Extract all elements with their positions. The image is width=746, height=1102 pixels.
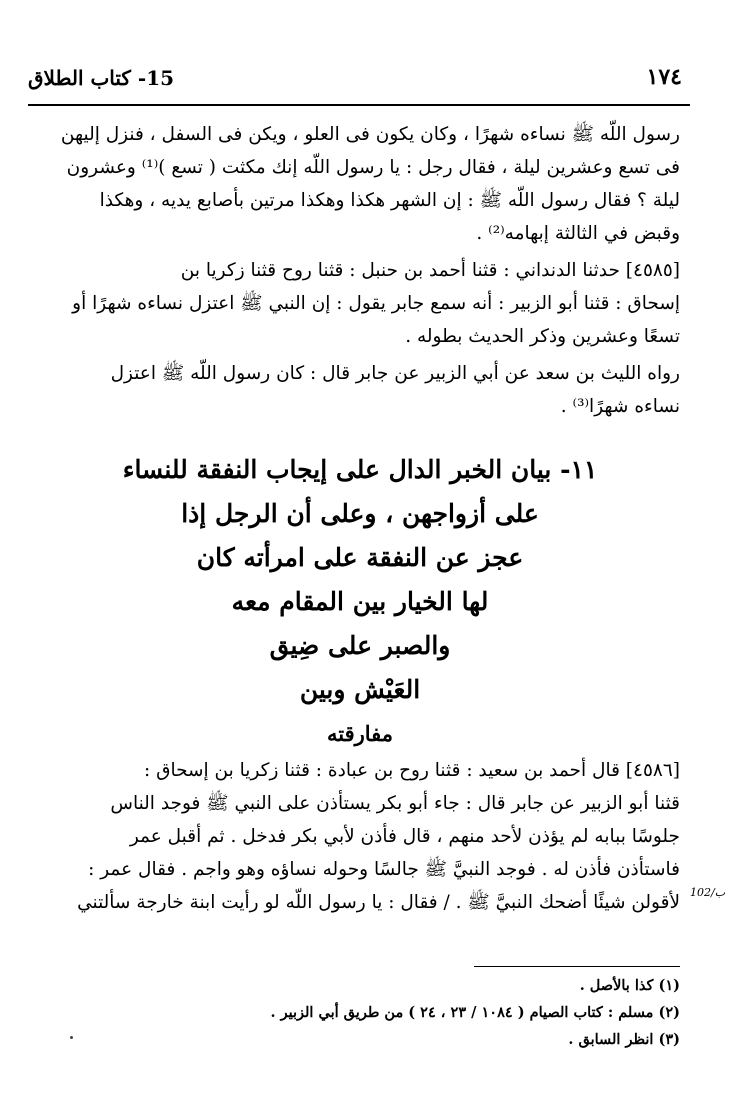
body-line: قثنا أبو الزبير عن جابر قال : جاء أبو بكر يستأذن على النبي ﷺ فوجد الناس bbox=[110, 793, 680, 814]
body-line: فاستأذن فأذن له . فوجد النبيَّ ﷺ جالسًا وحوله نساؤه وهو واجم . فقال عمر : bbox=[88, 859, 680, 880]
footnotes bbox=[60, 972, 680, 1053]
body-line: ليلة ؟ فقال رسول اللّه ﷺ : إن الشهر هكذا وهكذا مرتين بأصابع يديه ، وهكذا bbox=[99, 190, 680, 211]
heading-line: العَيْش وبين bbox=[299, 675, 421, 704]
body-line: تسعًا وعشرين وذكر الحديث بطوله . bbox=[405, 326, 680, 347]
body-line: وقبض في الثالثة إبهامه⁽²⁾ . bbox=[476, 223, 680, 244]
heading-line: لها الخيار بين المقام معه bbox=[231, 587, 489, 616]
body-line: فى تسع وعشرين ليلة ، فقال رجل : يا رسول اللّه إنك مكثت ( تسع )⁽¹⁾ وعشرون bbox=[66, 157, 680, 178]
heading-line: ١١- بيان الخبر الدال على إيجاب النفقة للنساء bbox=[122, 455, 598, 484]
body-line: نساءه شهرًا⁽³⁾ . bbox=[560, 396, 680, 417]
body-text-2 bbox=[36, 754, 680, 919]
body-line: لأقولن شيئًا أضحك النبيَّ ﷺ . / فقال : يا رسول اللّه لو رأيت ابنة خارجة سألتني bbox=[77, 892, 680, 913]
chapter-title: 15- كتاب الطلاق bbox=[28, 66, 175, 90]
footnote-rule bbox=[474, 966, 680, 967]
footnote: (٣) انظر السابق . bbox=[568, 1031, 680, 1048]
scan-speck bbox=[70, 1036, 73, 1039]
header-rule bbox=[28, 104, 690, 106]
body-line: رسول اللّه ﷺ نساءه شهرًا ، وكان يكون فى العلو ، ويكن فى السفل ، فنزل إليهن bbox=[60, 124, 680, 145]
footnote: (١) كذا بالأصل . bbox=[579, 977, 680, 994]
section-heading bbox=[60, 448, 660, 756]
body-line: جلوسًا ببابه لم يؤذن لأحد منهم ، قال فأذن لأبي بكر فدخل . ثم أقبل عمر bbox=[129, 826, 680, 847]
hadith-4585-line: [٤٥٨٥] حدثنا الدنداني : قثنا أحمد بن حنبل : قثنا روح قثنا زكريا بن bbox=[180, 260, 680, 281]
heading-line: والصبر على ضِيق bbox=[269, 631, 451, 660]
footnote: (٢) مسلم : كتاب الصيام ( ١٠٨٤ / ٢٣ ، ٢٤ ) من طريق أبي الزبير . bbox=[270, 1004, 680, 1021]
page-number: ١٧٤ bbox=[646, 64, 682, 90]
manuscript-folio-note: 102/ب bbox=[690, 886, 726, 899]
body-line: إسحاق : قثنا أبو الزبير : أنه سمع جابر يقول : إن النبي ﷺ اعتزل نساءه شهرًا أو bbox=[72, 293, 680, 314]
page-header bbox=[28, 64, 688, 94]
hadith-4586-line: [٤٥٨٦] قال أحمد بن سعيد : قثنا روح بن عبادة : قثنا زكريا بن إسحاق : bbox=[143, 760, 680, 781]
heading-line: مفارقته bbox=[326, 721, 394, 746]
body-text bbox=[36, 118, 680, 423]
heading-line: عجز عن النفقة على امرأته كان bbox=[196, 543, 524, 572]
body-line: رواه الليث بن سعد عن أبي الزبير عن جابر قال : كان رسول اللّه ﷺ اعتزل bbox=[110, 363, 680, 384]
heading-line: على أزواجهن ، وعلى أن الرجل إذا bbox=[181, 499, 539, 528]
